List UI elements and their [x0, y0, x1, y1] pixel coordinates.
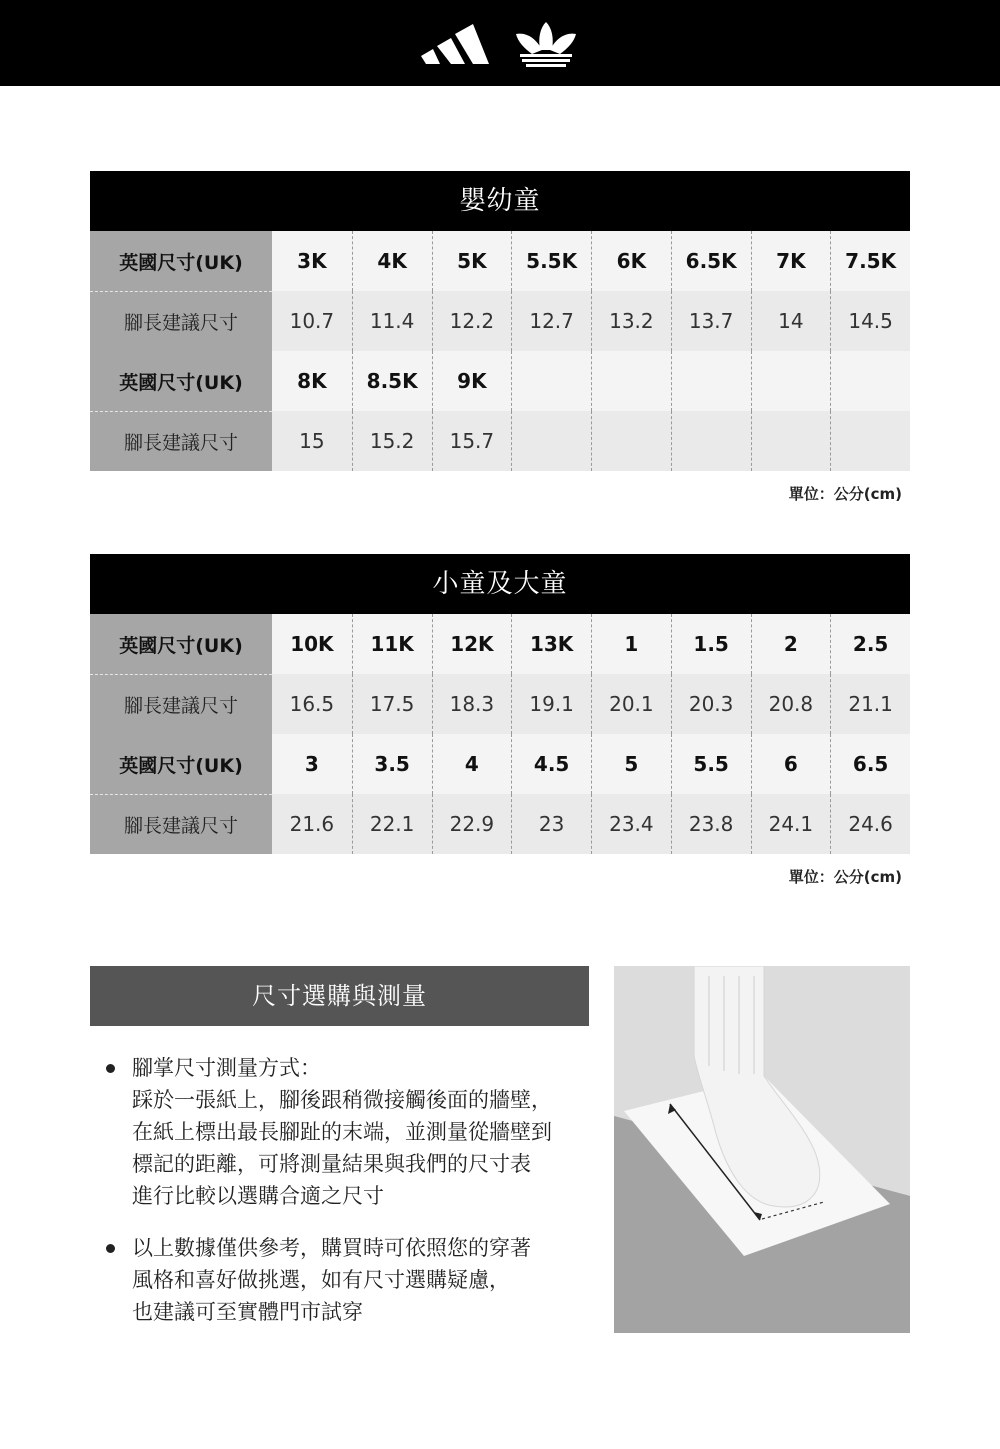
guide-line: 標記的距離，可將測量結果與我們的尺寸表 — [132, 1152, 531, 1176]
guide-line: 也建議可至實體門市試穿 — [132, 1300, 363, 1324]
table-cell: 12.2 — [432, 291, 512, 351]
table-cell — [751, 351, 831, 411]
table-cell: 21.1 — [830, 674, 910, 734]
table-cell: 4K — [352, 231, 432, 291]
table-cell — [830, 351, 910, 411]
table-cell: 1.5 — [671, 614, 751, 674]
table-cell: 8.5K — [352, 351, 432, 411]
table-cell: 20.8 — [751, 674, 831, 734]
guide-line: 以上數據僅供參考，購買時可依照您的穿著 — [132, 1236, 531, 1260]
guide-line: 腳掌尺寸測量方式： — [132, 1056, 321, 1080]
guide-line: 風格和喜好做挑選，如有尺寸選購疑慮， — [132, 1268, 510, 1292]
row-header: 腳長建議尺寸 — [90, 411, 272, 471]
table-cell: 13.2 — [591, 291, 671, 351]
table-cell — [591, 411, 671, 471]
table-cell: 3K — [272, 231, 352, 291]
table-row — [90, 734, 910, 794]
table-cell: 13K — [511, 614, 591, 674]
table-cell: 5 — [591, 734, 671, 794]
table-cell: 4 — [432, 734, 512, 794]
kids-size-table — [90, 554, 910, 886]
table-cell: 15.2 — [352, 411, 432, 471]
table-cell: 2 — [751, 614, 831, 674]
table-row — [90, 351, 910, 411]
table-cell: 1 — [591, 614, 671, 674]
table-cell: 2.5 — [830, 614, 910, 674]
brand-header — [0, 0, 1000, 86]
table-cell: 6.5K — [671, 231, 751, 291]
guide-title: 尺寸選購與測量 — [90, 966, 589, 1026]
table-cell: 11.4 — [352, 291, 432, 351]
table-cell: 24.1 — [751, 794, 831, 854]
table-cell: 21.6 — [272, 794, 352, 854]
table-cell: 5.5 — [671, 734, 751, 794]
table-cell: 20.1 — [591, 674, 671, 734]
table-cell: 7.5K — [830, 231, 910, 291]
table-row — [90, 674, 910, 734]
table-cell: 15.7 — [432, 411, 512, 471]
table-cell: 6 — [751, 734, 831, 794]
table-cell — [511, 411, 591, 471]
row-header: 英國尺寸(UK) — [90, 351, 272, 411]
table-title: 小童及大童 — [90, 554, 910, 614]
table-row — [90, 231, 910, 291]
table-cell: 3 — [272, 734, 352, 794]
foot-measurement-illustration — [614, 966, 910, 1333]
table-cell: 7K — [751, 231, 831, 291]
adidas-trefoil-logo-icon — [512, 20, 580, 68]
foot-measurement-photo — [614, 966, 910, 1333]
table-cell: 17.5 — [352, 674, 432, 734]
table-cell — [591, 351, 671, 411]
table-row — [90, 614, 910, 674]
table-cell — [671, 411, 751, 471]
table-cell: 8K — [272, 351, 352, 411]
table-cell — [830, 411, 910, 471]
row-header: 腳長建議尺寸 — [90, 794, 272, 854]
table-cell — [511, 351, 591, 411]
table-cell: 23 — [511, 794, 591, 854]
table-cell: 24.6 — [830, 794, 910, 854]
table-cell: 10.7 — [272, 291, 352, 351]
unit-note: 單位：公分(cm) — [788, 868, 902, 886]
table-cell: 23.4 — [591, 794, 671, 854]
guide-line: 踩於一張紙上，腳後跟稍微接觸後面的牆壁， — [132, 1088, 552, 1112]
row-header: 腳長建議尺寸 — [90, 291, 272, 351]
unit-note: 單位：公分(cm) — [788, 485, 902, 503]
table-cell: 14 — [751, 291, 831, 351]
table-cell — [671, 351, 751, 411]
table-cell: 6.5 — [830, 734, 910, 794]
infant-size-table — [90, 171, 910, 503]
table-cell: 14.5 — [830, 291, 910, 351]
table-cell: 5.5K — [511, 231, 591, 291]
table-row — [90, 291, 910, 351]
list-item — [100, 1232, 590, 1328]
table-cell: 12.7 — [511, 291, 591, 351]
table-cell: 6K — [591, 231, 671, 291]
table-cell: 4.5 — [511, 734, 591, 794]
table-cell: 22.9 — [432, 794, 512, 854]
table-row — [90, 411, 910, 471]
guide-line: 進行比較以選購合適之尺寸 — [132, 1184, 384, 1208]
table-cell: 23.8 — [671, 794, 751, 854]
table-cell: 18.3 — [432, 674, 512, 734]
table-cell: 3.5 — [352, 734, 432, 794]
row-header: 腳長建議尺寸 — [90, 674, 272, 734]
list-item — [100, 1052, 590, 1212]
table-title: 嬰幼童 — [90, 171, 910, 231]
row-header: 英國尺寸(UK) — [90, 231, 272, 291]
table-cell: 5K — [432, 231, 512, 291]
table-row — [90, 794, 910, 854]
table-cell: 9K — [432, 351, 512, 411]
guide-list — [100, 1052, 590, 1348]
table-cell: 20.3 — [671, 674, 751, 734]
table-cell: 15 — [272, 411, 352, 471]
table-cell: 22.1 — [352, 794, 432, 854]
table-cell — [751, 411, 831, 471]
guide-line: 在紙上標出最長腳趾的末端，並測量從牆壁到 — [132, 1120, 552, 1144]
table-cell: 11K — [352, 614, 432, 674]
row-header: 英國尺寸(UK) — [90, 614, 272, 674]
table-cell: 12K — [432, 614, 512, 674]
row-header: 英國尺寸(UK) — [90, 734, 272, 794]
adidas-performance-logo-icon — [421, 24, 491, 66]
table-cell: 13.7 — [671, 291, 751, 351]
table-cell: 19.1 — [511, 674, 591, 734]
table-cell: 16.5 — [272, 674, 352, 734]
table-cell: 10K — [272, 614, 352, 674]
